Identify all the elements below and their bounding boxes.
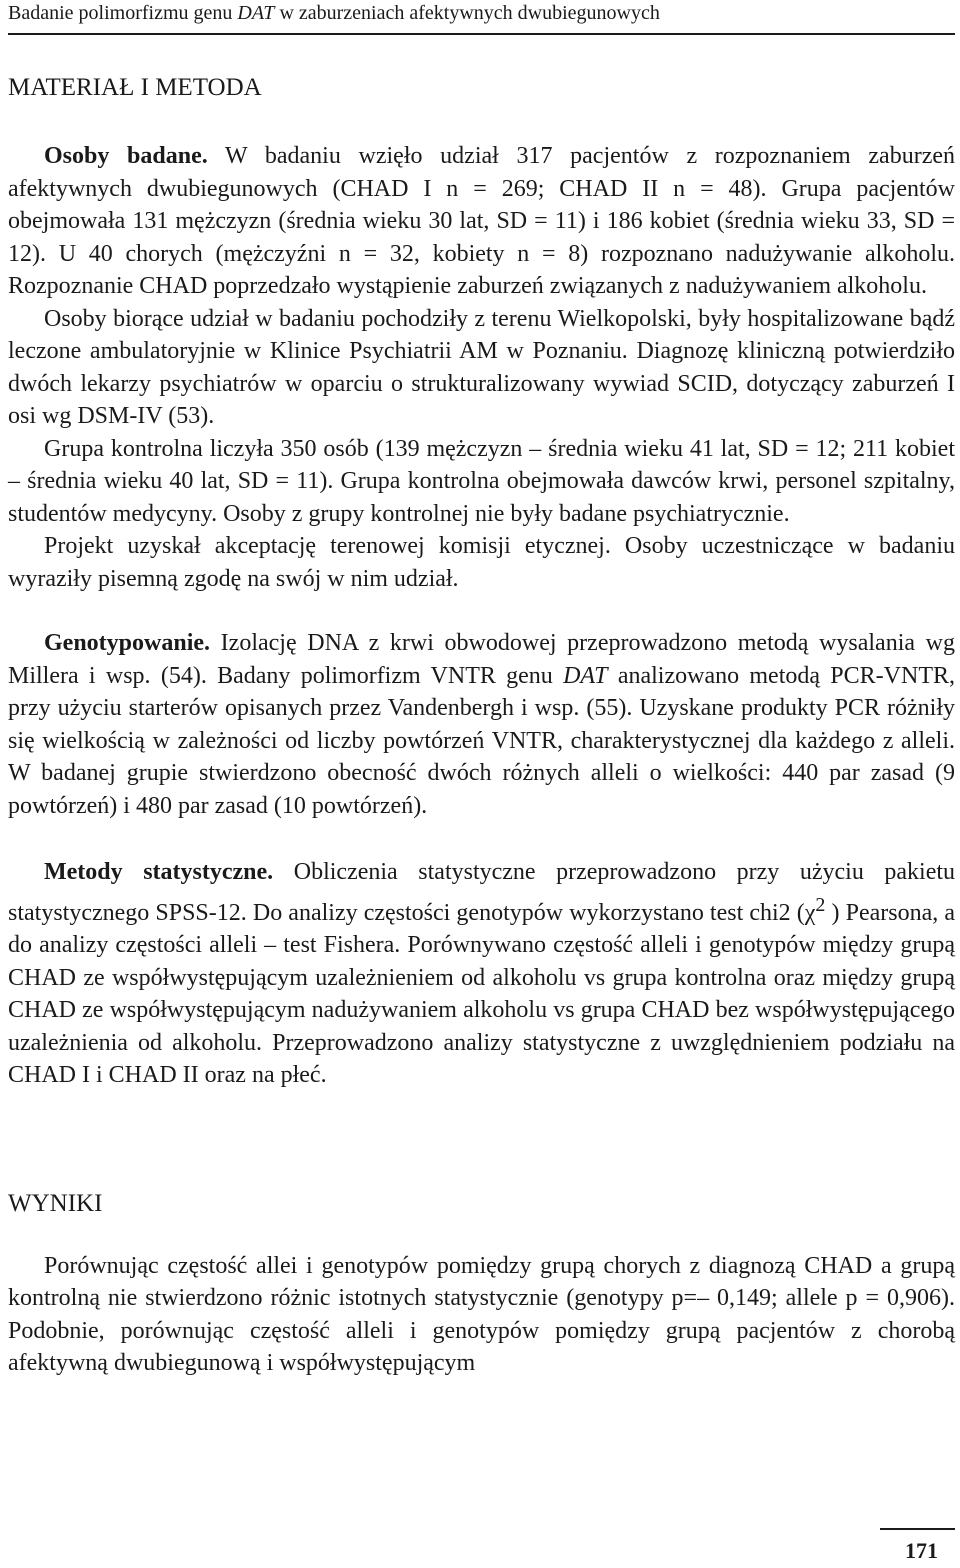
article-body (8, 72, 955, 1380)
page-number-rule (880, 1528, 955, 1530)
page-number: 171 (905, 1538, 938, 1563)
genotyping-text-b: analizowano metodą PCR-VNTR, przy użyciu starterów opisanych przez Vandenbergh i wsp. (55). Uzyskane produkty PCR różniły się wielkością w zależności od liczby powtórzeń VNTR, charakterystycznej dla każdego z alleli. W badanej grupie stwierdzono obecność dwóch różnych alleli o wielkości: 440 par zasad (9 powtórzeń) i 480 par zasad (10 powtórzeń). (8, 662, 955, 819)
paragraph-control-group: Grupa kontrolna liczyła 350 osób (139 mężczyzn – średnia wieku 41 lat, SD = 12; 211 kobiet – średnia wieku 40 lat, SD = 11). Grupa kontrolna obejmowała dawców krwi, personel szpitalny, studentów medycyny. Osoby z grupy kontrolnej nie były badane psychiatrycznie. (8, 435, 955, 527)
running-header-gene: DAT (237, 2, 275, 24)
section-heading-results: WYNIKI (8, 1189, 103, 1217)
statistics-text-a: Obliczenia statystyczne przeprowadzono przy użyciu pakietu statystycznego SPSS-12. Do analizy częstości genotypów wykorzystano test chi2 (χ (8, 859, 956, 926)
running-header-prefix: Badanie polimorfizmu genu (8, 2, 238, 24)
subjects-text: W badaniu wzięło udział 317 pacjentów z rozpoznaniem zaburzeń afektywnych dwubiegunowych (CHAD I n = 269; CHAD II n = 48). Grupa pacjentów obejmowała 131 mężczyzn (średnia wieku 30 lat, SD = 11) i 186 kobiet (średnia wieku 33, SD = 12). U 40 chorych (mężczyźni n = 32, kobiety n = 8) rozpoznano nadużywanie alkoholu. Rozpoznanie CHAD poprzedzało wystąpienie zaburzeń związanych z nadużywaniem alkoholu. (8, 143, 955, 299)
paragraph-statistics (8, 856, 955, 1092)
paragraph-genotyping (8, 627, 955, 822)
genotyping-lead: Genotypowanie. (44, 630, 211, 656)
subjects-lead: Osoby badane. (44, 143, 208, 169)
running-header (8, 0, 660, 26)
section-heading-methods: MATERIAŁ I METODA (8, 74, 262, 101)
chi-square-superscript: 2 (815, 893, 826, 916)
paragraph-subjects-origin: Osoby biorące udział w badaniu pochodziły z terenu Wielkopolski, były hospitalizowane bądź leczone ambulatoryjnie w Klinice Psychiatrii AM w Poznaniu. Diagnozę kliniczną potwierdziło dwóch lekarzy psychiatrów w oparciu o strukturalizowany wywiad SCID, dotyczący zaburzeń I osi wg DSM-IV (53). (8, 305, 955, 429)
statistics-text-b: ) Pearsona, a do analizy częstości alleli – test Fishera. Porównywano częstość alleli i genotypów między grupą CHAD ze współwystępującym uzależnieniem od alkoholu vs grupa kontrolna oraz między grupą CHAD ze współwystępującym nadużywaniem alkoholu vs grupa CHAD bez współwystępującego uzależnienia od alkoholu. Przeprowadzono analizy statystyczne z uwzględnieniem podziału na CHAD I i CHAD II oraz na płeć. (8, 899, 956, 1088)
paragraph-ethics: Projekt uzyskał akceptację terenowej komisji etycznej. Osoby uczestniczące w badaniu wyraziły pisemną zgodę na swój w nim udział. (8, 533, 955, 592)
genotyping-gene: DAT (563, 662, 608, 689)
paragraph-results: Porównując częstość allei i genotypów pomiędzy grupą chorych z diagnozą CHAD a grupą kontrolną nie stwierdzono różnic istotnych statystycznie (genotypy p=– 0,149; allele p = 0,906). Podobnie, porównując częstość alleli i genotypów pomiędzy grupą pacjentów z chorobą afektywną dwubiegunową i współwystępującym (8, 1252, 955, 1376)
paragraph-subjects (8, 140, 955, 303)
running-header-suffix: w zaburzeniach afektywnych dwubiegunowych (274, 2, 660, 24)
genotyping-text-a: Izolację DNA z krwi obwodowej przeprowadzono metodą wysalania wg Millera i wsp. (54). Badany polimorfizm VNTR genu (8, 630, 955, 689)
header-rule (8, 33, 955, 35)
statistics-lead: Metody statystyczne. (44, 859, 274, 885)
